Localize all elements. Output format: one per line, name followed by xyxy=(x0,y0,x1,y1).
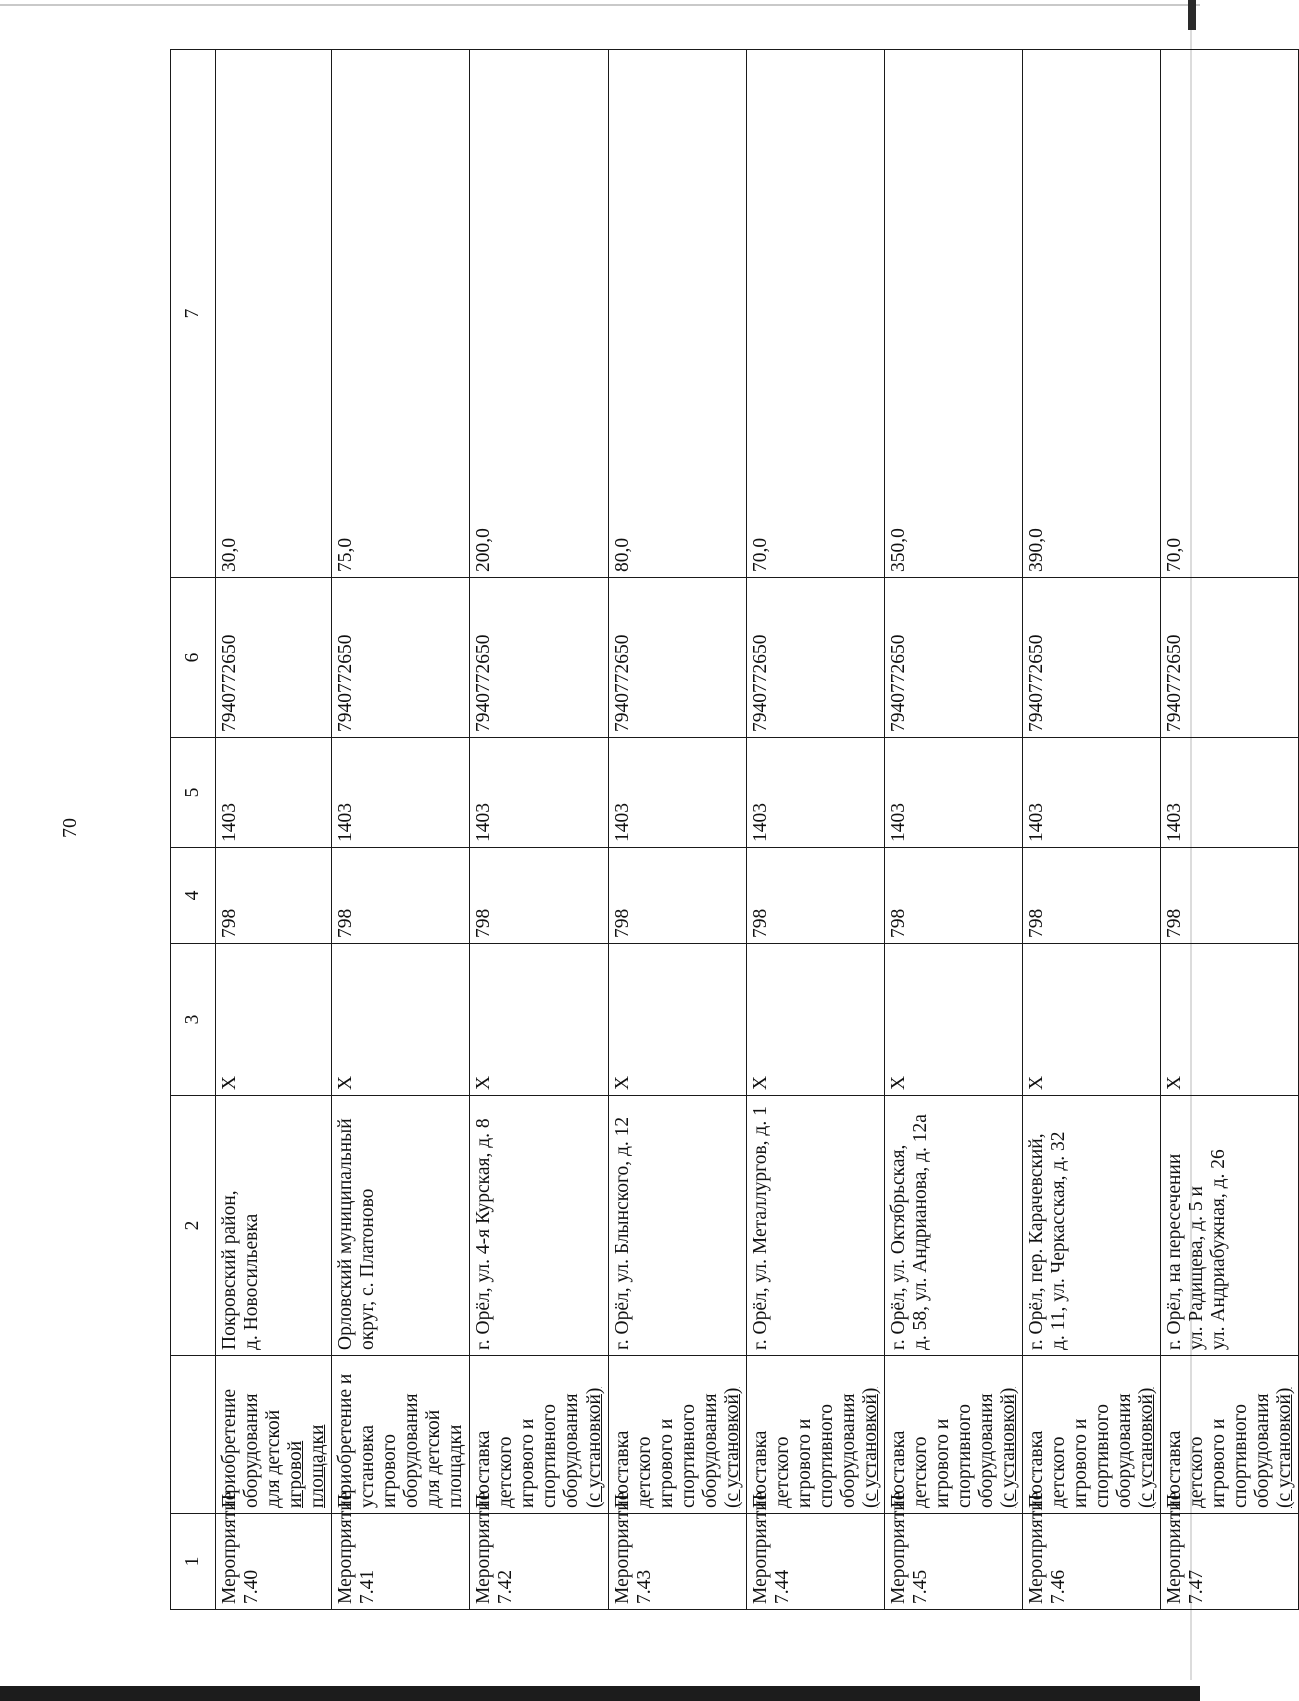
col6-cell: 7940772650 xyxy=(884,578,1022,738)
measures-table xyxy=(170,49,1299,1610)
col3-cell: X xyxy=(746,944,884,1096)
col7-cell: 200,0 xyxy=(470,50,608,578)
address-cell xyxy=(216,1096,332,1356)
col5-cell: 1403 xyxy=(608,738,746,848)
measure-id-cell: Мероприятие 7.42 xyxy=(470,1514,608,1610)
col4-cell: 798 xyxy=(470,848,608,944)
address-line: Орловский муниципальный xyxy=(335,1118,357,1350)
measure-id-cell: Мероприятие 7.43 xyxy=(608,1514,746,1610)
measure-name-line: Поставка детского xyxy=(887,1430,931,1508)
measure-name-line: Поставка детского xyxy=(749,1430,793,1508)
address-cell xyxy=(1161,1096,1299,1356)
table-row xyxy=(216,50,332,1610)
header-col-5: 5 xyxy=(171,738,216,848)
measure-name-line: Поставка детского xyxy=(1164,1430,1208,1508)
measure-name-line: оборудования xyxy=(699,1393,721,1508)
scan-top-edge xyxy=(0,4,1200,6)
col3-cell: X xyxy=(216,944,332,1096)
col4-cell: 798 xyxy=(216,848,332,944)
address-line: г. Орёл, на пересечении xyxy=(1164,1153,1186,1350)
col6-cell: 7940772650 xyxy=(1023,578,1161,738)
measure-name-line: Поставка детского xyxy=(473,1430,517,1508)
col7-cell: 70,0 xyxy=(746,50,884,578)
table-row xyxy=(1023,50,1161,1610)
col7-cell: 80,0 xyxy=(608,50,746,578)
measure-name-cell xyxy=(332,1356,470,1514)
address-cell xyxy=(884,1096,1022,1356)
table-body xyxy=(216,50,1299,1610)
rotated-table-container xyxy=(170,50,1296,1610)
measure-name-line: Приобретение и xyxy=(335,1373,357,1508)
col5-cell: 1403 xyxy=(746,738,884,848)
col6-cell: 7940772650 xyxy=(1161,578,1299,738)
measure-name-line: установка игрового xyxy=(357,1424,401,1508)
measure-name-line: Приобретение xyxy=(219,1388,240,1508)
address-line: д. 58, ул. Андрианова, д. 12а xyxy=(909,1114,931,1350)
col4-cell: 798 xyxy=(608,848,746,944)
address-line: ул. Андриабужная, д. 26 xyxy=(1208,1149,1230,1350)
measure-id-cell: Мероприятие 7.47 xyxy=(1161,1514,1299,1610)
measure-name-line: игрового и спортивного xyxy=(793,1404,837,1508)
header-col-7: 7 xyxy=(171,50,216,578)
measure-id-cell: Мероприятие 7.44 xyxy=(746,1514,884,1610)
col6-cell: 7940772650 xyxy=(746,578,884,738)
address-line: г. Орёл, ул. Блынского, д. 12 xyxy=(611,1116,633,1350)
col5-cell: 1403 xyxy=(1023,738,1161,848)
measure-name-line: игрового и спортивного xyxy=(1208,1404,1252,1508)
measure-name-line: оборудования для детской xyxy=(401,1393,445,1508)
measure-id-cell: Мероприятие 7.40 xyxy=(216,1514,332,1610)
col5-cell: 1403 xyxy=(470,738,608,848)
measure-name-line: (с установкой) xyxy=(1274,1387,1296,1508)
measure-name-line: оборудования xyxy=(1114,1393,1136,1508)
col4-cell: 798 xyxy=(884,848,1022,944)
header-col-2: 2 xyxy=(171,1096,216,1356)
measure-name-cell xyxy=(216,1356,332,1514)
col3-cell: X xyxy=(884,944,1022,1096)
col7-cell: 390,0 xyxy=(1023,50,1161,578)
address-line: округ, с. Платоново xyxy=(357,1188,379,1350)
measure-name-line: оборудования xyxy=(837,1393,859,1508)
table-row xyxy=(608,50,746,1610)
col6-cell: 7940772650 xyxy=(608,578,746,738)
address-line: г. Орёл, ул. Октябрьская, xyxy=(887,1144,909,1350)
measure-name-cell xyxy=(746,1356,884,1514)
address-line: д. Новосильевка xyxy=(241,1213,263,1350)
header-col-4: 4 xyxy=(171,848,216,944)
measure-name-line: (с установкой) xyxy=(859,1387,881,1508)
table-row xyxy=(746,50,884,1610)
measure-id-cell: Мероприятие 7.45 xyxy=(884,1514,1022,1610)
measure-name-line: Поставка детского xyxy=(611,1430,655,1508)
header-row xyxy=(171,50,216,1610)
header-col-3: 3 xyxy=(171,944,216,1096)
col6-cell: 7940772650 xyxy=(216,578,332,738)
measure-id-cell: Мероприятие 7.41 xyxy=(332,1514,470,1610)
col7-cell: 75,0 xyxy=(332,50,470,578)
address-cell xyxy=(746,1096,884,1356)
col3-cell: X xyxy=(1023,944,1161,1096)
col3-cell: X xyxy=(1161,944,1299,1096)
measure-name-cell xyxy=(1161,1356,1299,1514)
measure-name-line: оборудования для детской xyxy=(241,1393,285,1508)
header-col-1: 1 xyxy=(171,1514,216,1610)
col6-cell: 7940772650 xyxy=(332,578,470,738)
col6-cell: 7940772650 xyxy=(470,578,608,738)
scan-bottom-edge xyxy=(0,1686,1200,1701)
measure-id-cell: Мероприятие 7.46 xyxy=(1023,1514,1161,1610)
scan-right-edge-mark xyxy=(1188,0,1196,30)
measure-name-cell xyxy=(884,1356,1022,1514)
col7-cell: 30,0 xyxy=(216,50,332,578)
measure-name-line: площадки xyxy=(445,1424,467,1508)
measure-name-line: игрового и спортивного xyxy=(931,1404,975,1508)
measure-name-line: игрового и спортивного xyxy=(655,1404,699,1508)
address-line: ул. Радищева, д. 5 и xyxy=(1186,1186,1208,1350)
measure-name-line: оборудования xyxy=(1252,1393,1274,1508)
table-row xyxy=(332,50,470,1610)
measure-name-line: игрового и спортивного xyxy=(1070,1404,1114,1508)
col5-cell: 1403 xyxy=(332,738,470,848)
address-line: г. Орёл, пер. Карачевский, xyxy=(1026,1133,1048,1350)
col4-cell: 798 xyxy=(746,848,884,944)
measure-name-line: (с установкой) xyxy=(721,1387,743,1508)
address-line: д. 11, ул. Черкасская, д. 32 xyxy=(1048,1131,1070,1350)
measure-name-line: (с установкой) xyxy=(583,1387,605,1508)
table-row xyxy=(884,50,1022,1610)
page-number: 70 xyxy=(59,818,81,838)
address-line: г. Орёл, ул. 4-я Курская, д. 8 xyxy=(473,1118,495,1350)
measure-name-cell xyxy=(470,1356,608,1514)
col5-cell: 1403 xyxy=(884,738,1022,848)
address-cell xyxy=(608,1096,746,1356)
header-col-name xyxy=(171,1356,216,1514)
measure-name-line: игровой площадки xyxy=(285,1424,329,1508)
col7-cell: 70,0 xyxy=(1161,50,1299,578)
address-line: Покровский район, xyxy=(219,1190,240,1350)
address-cell xyxy=(332,1096,470,1356)
col5-cell: 1403 xyxy=(216,738,332,848)
measure-name-line: оборудования xyxy=(976,1393,998,1508)
measure-name-cell xyxy=(1023,1356,1161,1514)
table-row xyxy=(470,50,608,1610)
col5-cell: 1403 xyxy=(1161,738,1299,848)
measure-name-cell xyxy=(608,1356,746,1514)
measure-name-line: игрового и спортивного xyxy=(517,1404,561,1508)
header-col-6: 6 xyxy=(171,578,216,738)
col4-cell: 798 xyxy=(1023,848,1161,944)
col7-cell: 350,0 xyxy=(884,50,1022,578)
measure-name-line: (с установкой) xyxy=(998,1387,1020,1508)
address-cell xyxy=(1023,1096,1161,1356)
measure-name-line: Поставка детского xyxy=(1026,1430,1070,1508)
address-cell xyxy=(470,1096,608,1356)
col3-cell: X xyxy=(608,944,746,1096)
col3-cell: X xyxy=(332,944,470,1096)
col4-cell: 798 xyxy=(1161,848,1299,944)
col3-cell: X xyxy=(470,944,608,1096)
address-line: г. Орёл, ул. Металлургов, д. 1 xyxy=(749,1106,771,1350)
col4-cell: 798 xyxy=(332,848,470,944)
table-row xyxy=(1161,50,1299,1610)
measure-name-line: (с установкой) xyxy=(1136,1387,1158,1508)
measure-name-line: оборудования xyxy=(561,1393,583,1508)
